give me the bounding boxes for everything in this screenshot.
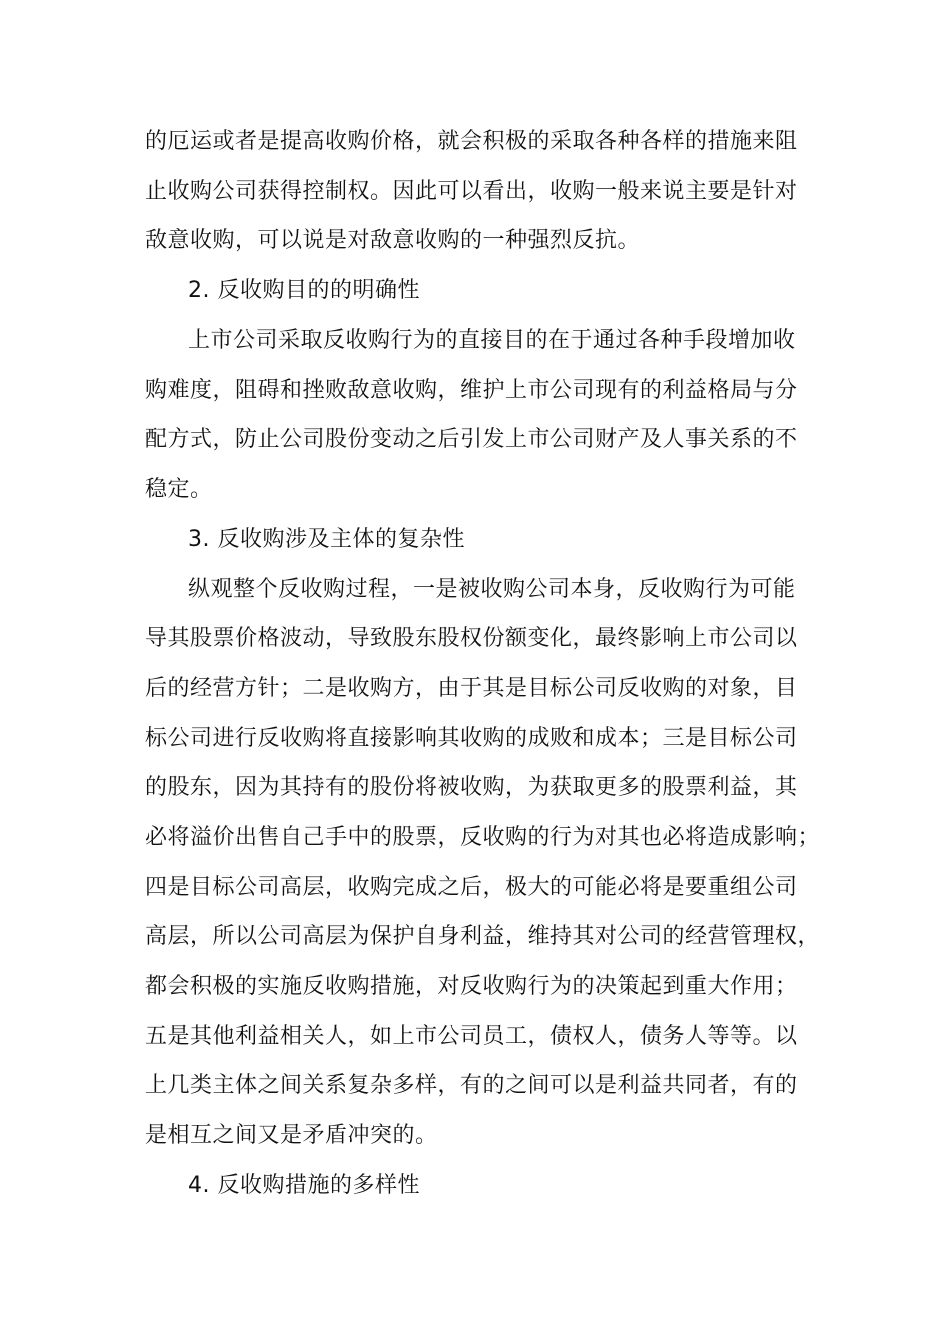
paragraph-line: 都会积极的实施反收购措施，对反收购行为的决策起到重大作用；: [145, 974, 798, 999]
paragraph-line: 标公司进行反收购将直接影响其收购的成败和成本；三是目标公司: [145, 726, 798, 751]
paragraph-line: 高层，所以公司高层为保护自身利益，维持其对公司的经营管理权，: [145, 924, 821, 949]
paragraph-line: 是相互之间又是矛盾冲突的。: [145, 1123, 438, 1148]
paragraph-line: 配方式，防止公司股份变动之后引发上市公司财产及人事关系的不: [145, 427, 798, 452]
paragraph-line: 导其股票价格波动，导致股东股权份额变化，最终影响上市公司以: [145, 626, 798, 651]
paragraph-line: 的厄运或者是提高收购价格，就会积极的采取各种各样的措施来阻: [145, 129, 798, 154]
paragraph-line: 稳定。: [145, 477, 213, 502]
section-heading-2: 2. 反收购目的的明确性: [188, 278, 420, 303]
paragraph-line: 敌意收购，可以说是对敌意收购的一种强烈反抗。: [145, 228, 641, 253]
paragraph-line: 后的经营方针；二是收购方，由于其是目标公司反收购的对象，目: [145, 676, 798, 701]
section-heading-4: 4. 反收购措施的多样性: [188, 1173, 420, 1198]
paragraph-line: 纵观整个反收购过程，一是被收购公司本身，反收购行为可能: [188, 577, 796, 602]
section-heading-3: 3. 反收购涉及主体的复杂性: [188, 527, 465, 552]
paragraph-line: 购难度，阻碍和挫败敌意收购，维护上市公司现有的利益格局与分: [145, 378, 798, 403]
paragraph-line: 上市公司采取反收购行为的直接目的在于通过各种手段增加收: [188, 328, 796, 353]
paragraph-line: 四是目标公司高层，收购完成之后，极大的可能必将是要重组公司: [145, 875, 798, 900]
paragraph-line: 上几类主体之间关系复杂多样，有的之间可以是利益共同者，有的: [145, 1073, 798, 1098]
paragraph-line: 五是其他利益相关人，如上市公司员工，债权人，债务人等等。以: [145, 1024, 798, 1049]
paragraph-line: 必将溢价出售自己手中的股票，反收购的行为对其也必将造成影响；: [145, 825, 821, 850]
paragraph-line: 的股东，因为其持有的股份将被收购，为获取更多的股票利益，其: [145, 775, 798, 800]
paragraph-line: 止收购公司获得控制权。因此可以看出，收购一般来说主要是针对: [145, 179, 798, 204]
